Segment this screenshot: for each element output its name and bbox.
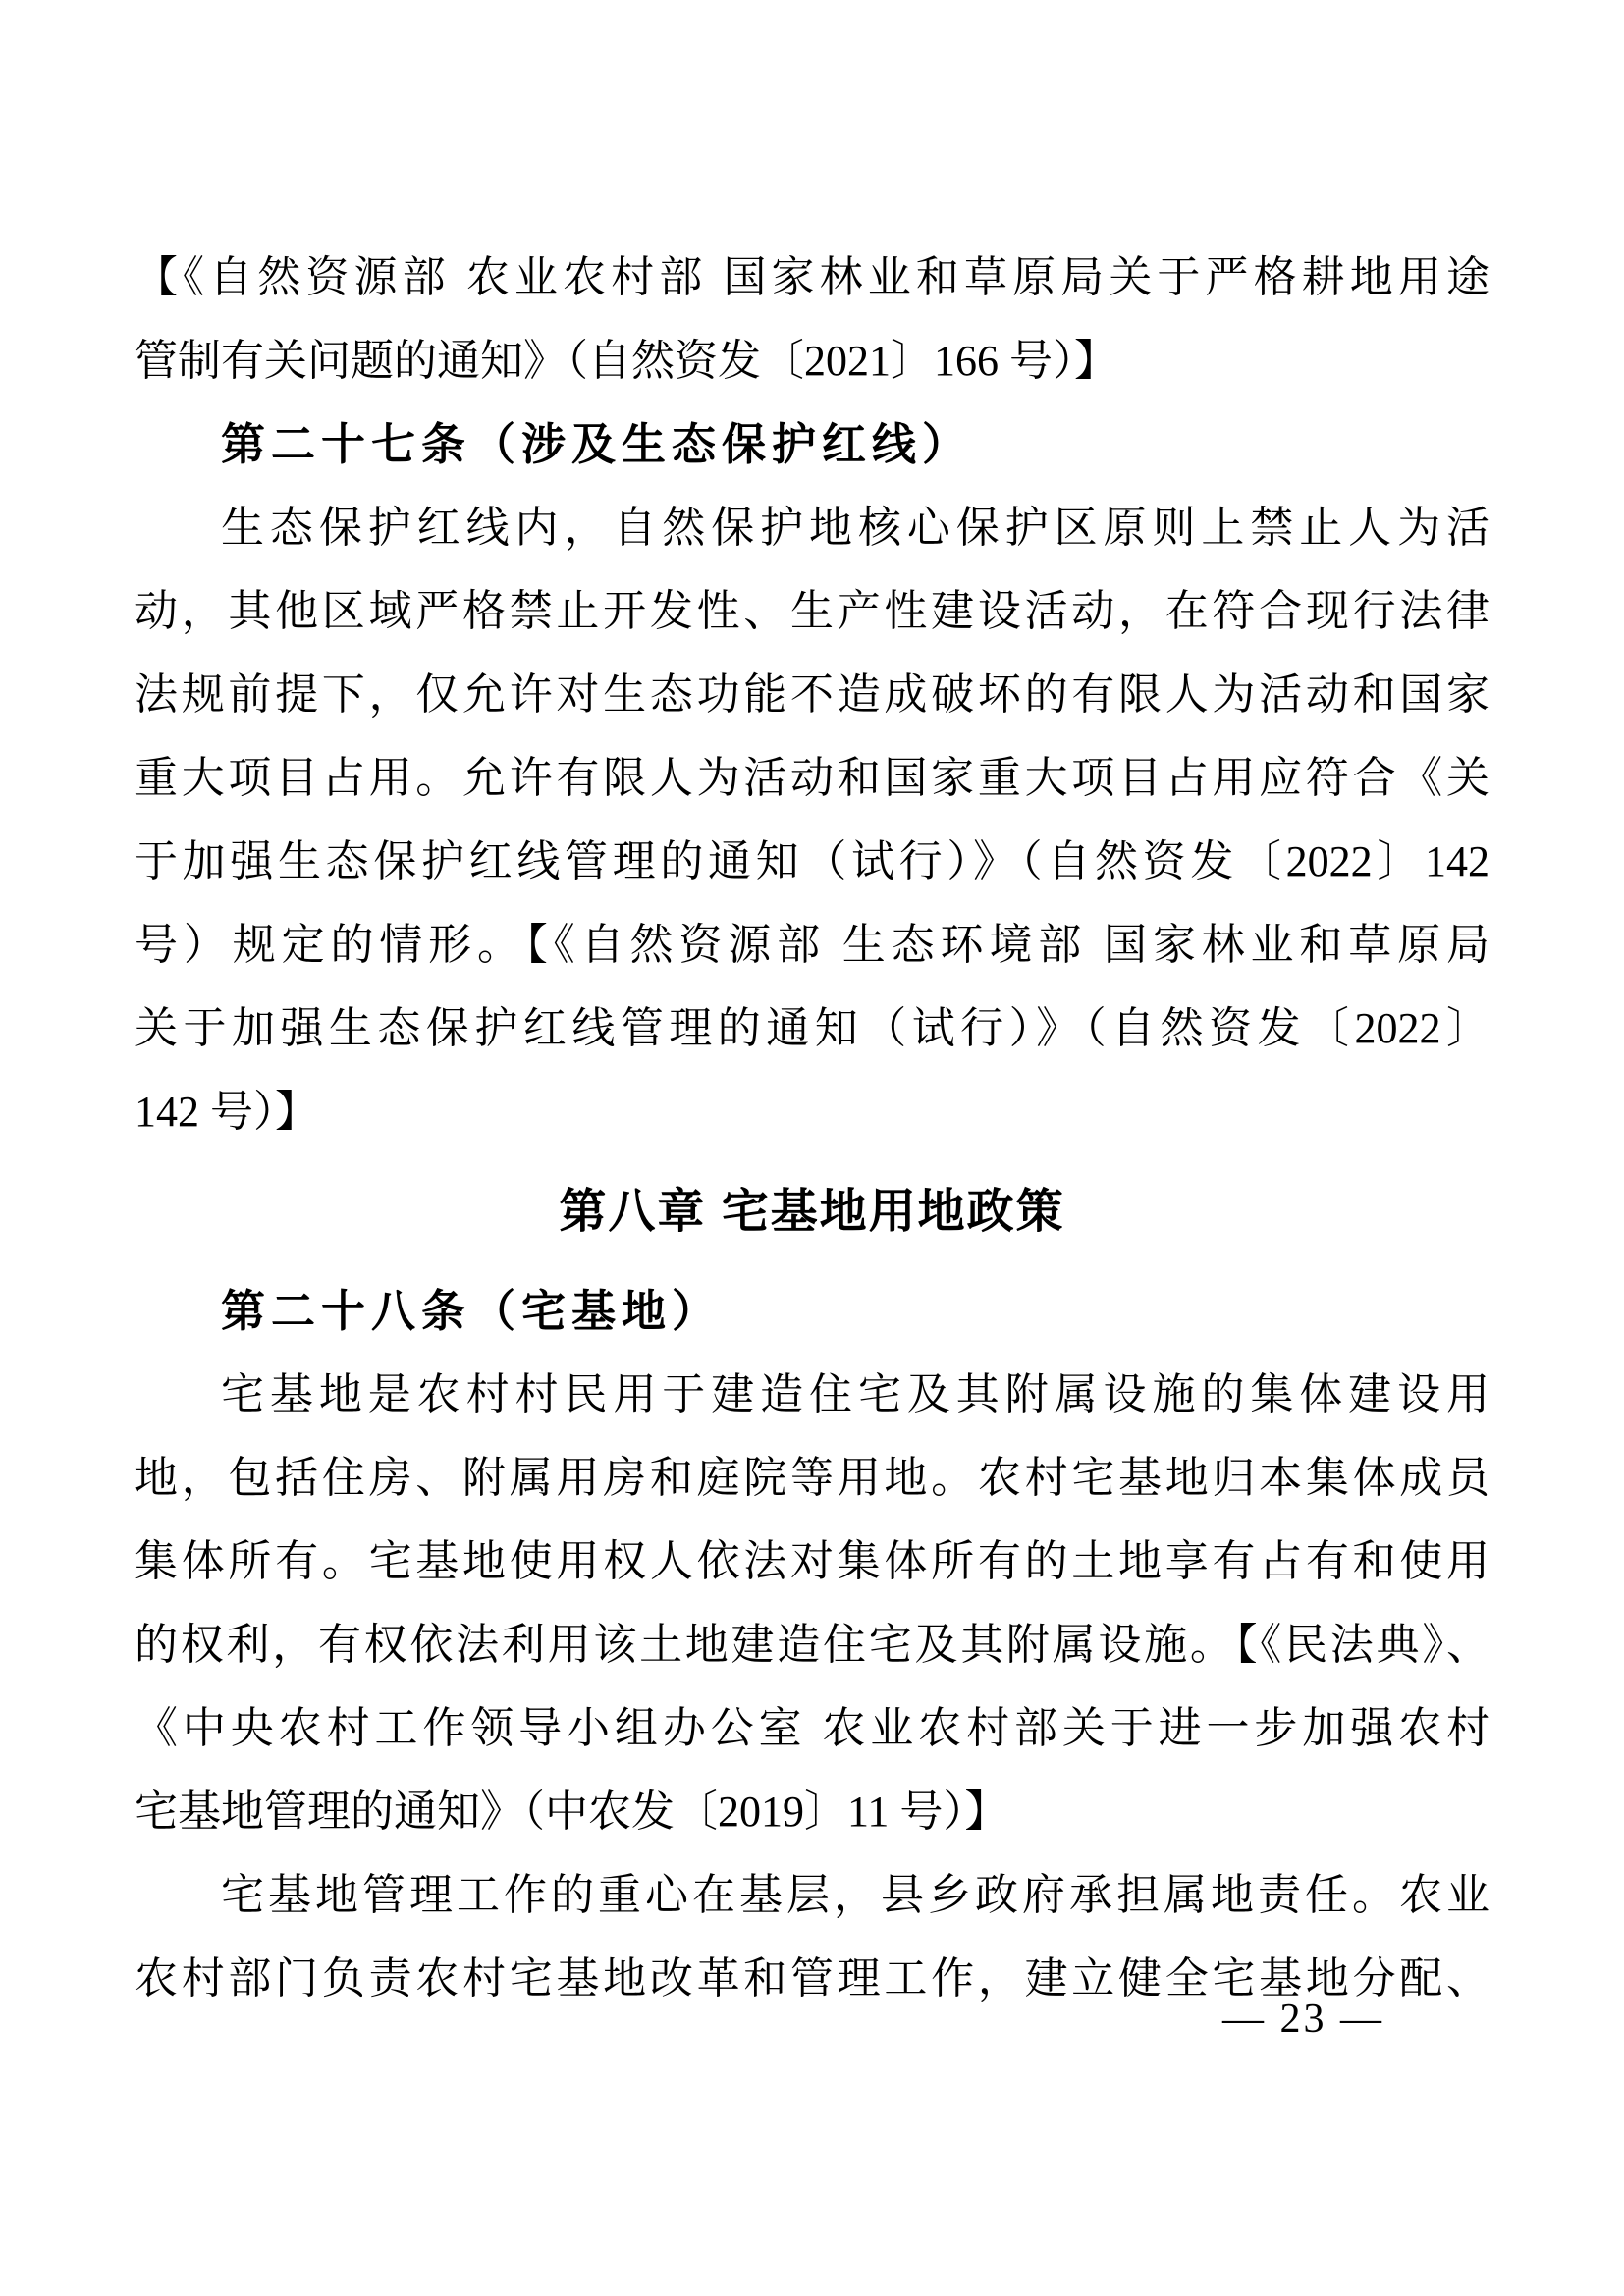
annotation-line: 管制有关问题的通知》（自然资发〔2021〕166 号）】 — [135, 337, 1117, 385]
body-line: 法规前提下，仅允许对生态功能不造成破坏的有限人为活动和国家 — [135, 670, 1489, 719]
body-line: 宅基地是农村村民用于建造住宅及其附属设施的集体建设用 — [221, 1370, 1489, 1418]
document-content — [135, 236, 1489, 2020]
body-line: 于加强生态保护红线管理的通知（试行）》（自然资发〔2022〕142 — [135, 837, 1489, 885]
body-line: 重大项目占用。允许有限人为活动和国家重大项目占用应符合《关 — [135, 754, 1489, 802]
body-line: 集体所有。宅基地使用权人依法对集体所有的土地享有占有和使用 — [135, 1537, 1489, 1585]
body-line: 《中央农村工作领导小组办公室 农业农村部关于进一步加强农村 — [135, 1704, 1489, 1752]
body-line: 宅基地管理工作的重心在基层，县乡政府承担属地责任。农业 — [221, 1871, 1489, 1919]
body-line: 号）规定的情形。【《自然资源部 生态环境部 国家林业和草原局 — [135, 921, 1489, 969]
body-line: 关于加强生态保护红线管理的通知（试行）》（自然资发〔2022〕 — [135, 1004, 1489, 1052]
body-line: 生态保护红线内，自然保护地核心保护区原则上禁止人为活 — [221, 504, 1489, 552]
body-line: 宅基地管理的通知》（中农发〔2019〕11 号）】 — [135, 1788, 1008, 1836]
body-line: 动，其他区域严格禁止开发性、生产性建设活动，在符合现行法律 — [135, 587, 1489, 635]
body-line: 的权利，有权依法利用该土地建造住宅及其附属设施。【《民法典》、 — [135, 1621, 1489, 1669]
body-line: 地，包括住房、附属用房和庭院等用地。农村宅基地归本集体成员 — [135, 1454, 1489, 1502]
body-line: 农村部门负责农村宅基地改革和管理工作，建立健全宅基地分配、 — [135, 1954, 1489, 2002]
annotation-line: 【《自然资源部 农业农村部 国家林业和草原局关于严格耕地用途 — [135, 253, 1489, 301]
article-28-heading: 第二十八条（宅基地） — [221, 1286, 723, 1336]
article-27-heading: 第二十七条（涉及生态保护红线） — [221, 419, 973, 469]
page-number: — 23 — — [1222, 1997, 1384, 2042]
chapter-8-heading: 第八章 宅基地用地政策 — [559, 1186, 1065, 1238]
body-line: 142 号）】 — [135, 1088, 318, 1136]
